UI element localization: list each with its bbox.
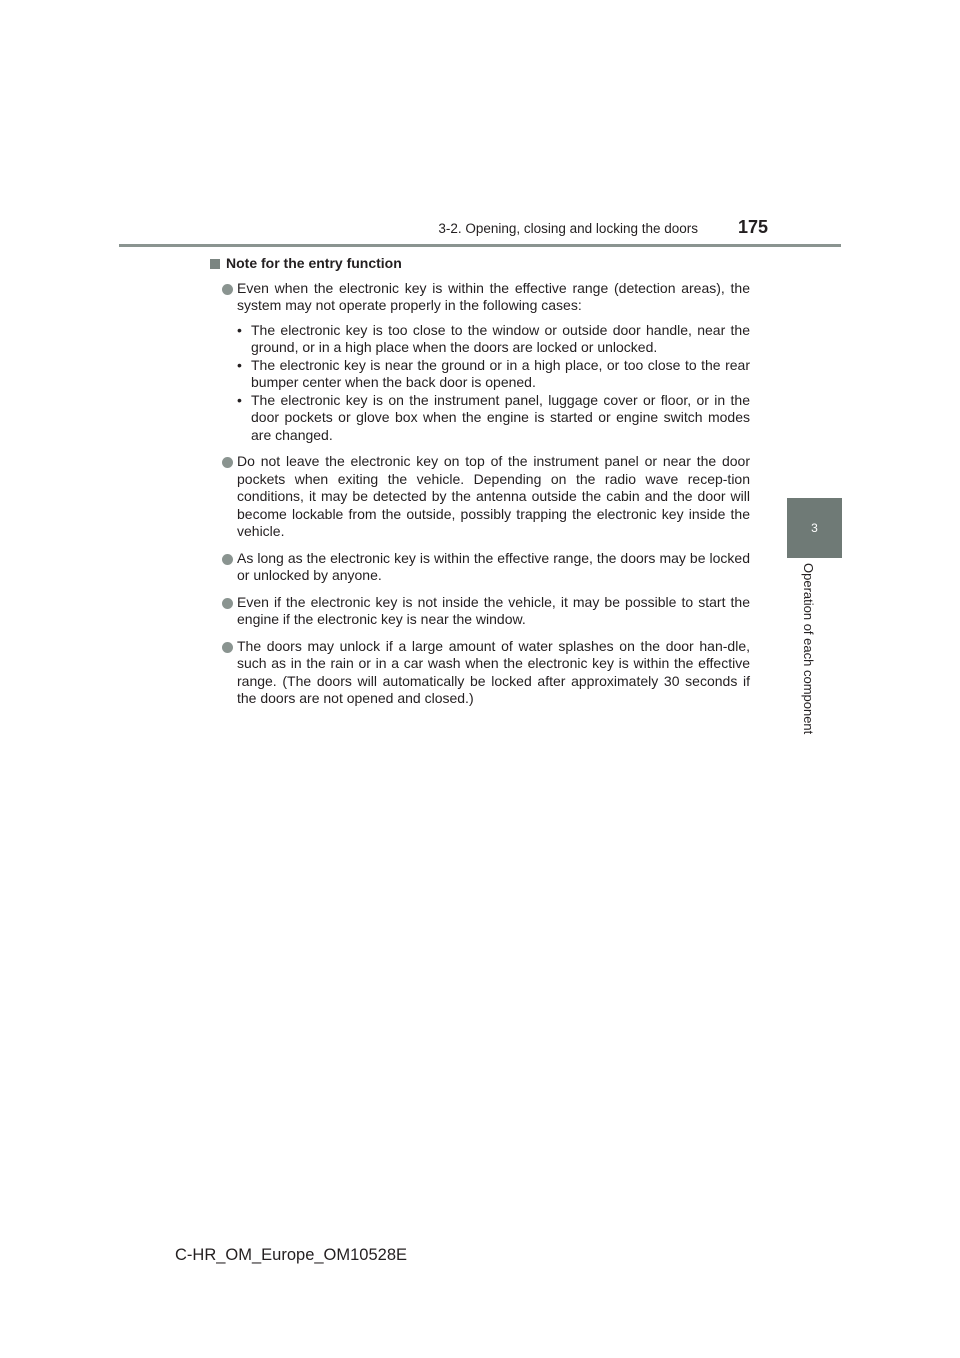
section-title: 3-2. Opening, closing and locking the doors — [438, 221, 698, 236]
section-heading-text: Note for the entry function — [226, 255, 402, 271]
list-item — [210, 594, 750, 629]
chapter-tab-label-area — [787, 563, 842, 763]
chapter-label: Operation of each component — [801, 563, 816, 735]
page-number: 175 — [738, 217, 769, 237]
list-item-text: As long as the electronic key is within the effective range, the doors may be locked or unlocked by anyone. — [237, 549, 750, 583]
list-item — [210, 638, 750, 708]
list-item — [210, 453, 750, 541]
header-divider — [119, 244, 841, 247]
chapter-number: 3 — [811, 521, 818, 535]
sub-list-item-text: The electronic key is near the ground or in a high place, or too close to the rear bumper center when the back door is opened. — [251, 356, 750, 390]
circle-bullet-icon — [222, 598, 233, 609]
list-item-text: The doors may unlock if a large amount of water splashes on the door han-dle, such as in the rain or in a car wash when the electronic key is within the effective range. (The doors will automatically be locked after approximately 30 seconds if the doors are not opened and closed.) — [237, 637, 750, 706]
dot-bullet-icon: • — [237, 356, 242, 373]
dot-bullet-icon: • — [237, 321, 242, 338]
circle-bullet-icon — [222, 642, 233, 653]
list-item — [210, 550, 750, 585]
list-item-text: Do not leave the electronic key on top of the instrument panel or near the door pockets when exiting the vehicle. Depending on the radio wave recep-tion conditions, it may be detected by the antenna outside the cabin and the door will become lockable from the outside, possibly trapping the electronic key inside the vehicle. — [237, 453, 750, 539]
section-heading — [210, 255, 750, 273]
dot-bullet-icon: • — [237, 391, 242, 408]
sub-list — [237, 322, 750, 445]
chapter-tab — [787, 498, 842, 558]
list-item — [210, 280, 750, 445]
square-bullet-icon — [210, 259, 220, 269]
circle-bullet-icon — [222, 554, 233, 565]
list-item-text: Even if the electronic key is not inside the vehicle, it may be possible to start the engine if the electronic key is near the window. — [237, 593, 750, 627]
sub-list-item — [237, 322, 750, 357]
sub-list-item-text: The electronic key is too close to the window or outside door handle, near the ground, or in a high place when the doors are locked or unlocked. — [251, 321, 750, 355]
circle-bullet-icon — [222, 284, 233, 295]
sub-list-item-text: The electronic key is on the instrument panel, luggage cover or floor, or in the door pockets or glove box when the engine is started or engine switch modes are changed. — [251, 391, 750, 443]
main-content — [210, 255, 750, 717]
document-code: C-HR_OM_Europe_OM10528E — [175, 1246, 408, 1264]
sub-list-item — [237, 392, 750, 445]
circle-bullet-icon — [222, 457, 233, 468]
list-item-text: Even when the electronic key is within the effective range (detection areas), the system may not operate properly in the following cases: — [237, 279, 750, 313]
sub-list-item — [237, 357, 750, 392]
